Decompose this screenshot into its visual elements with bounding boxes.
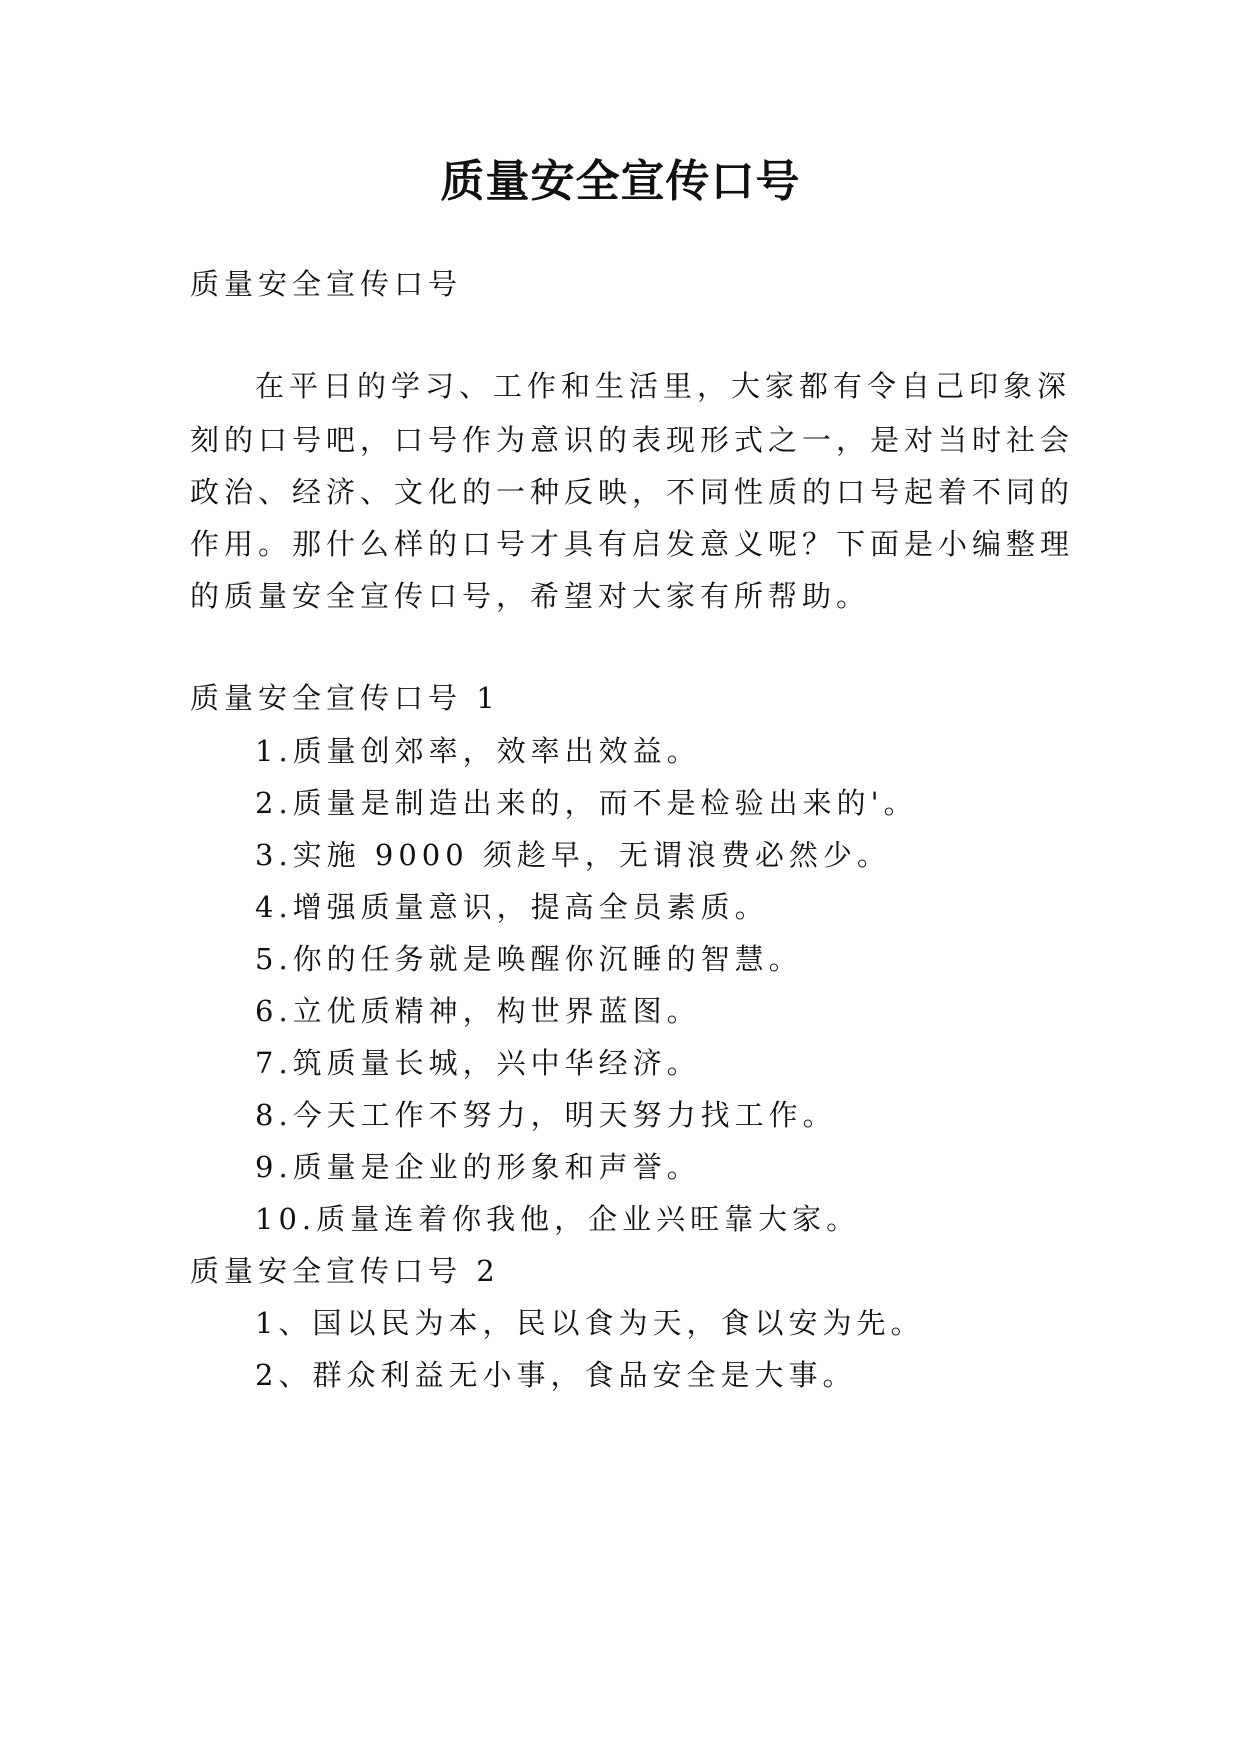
intro-line: 作用。那什么样的口号才具有启发意义呢？下面是小编整理	[190, 527, 1075, 561]
intro-line: 刻的口号吧，口号作为意识的表现形式之一，是对当时社会	[190, 423, 1075, 457]
list-item: 9.质量是企业的形象和声誉。	[255, 1150, 701, 1184]
intro-line: 在平日的学习、工作和生活里，大家都有令自己印象深	[255, 369, 1072, 403]
list-item: 10.质量连着你我他，企业兴旺靠大家。	[255, 1202, 861, 1236]
section-heading: 质量安全宣传口号 2	[190, 1254, 500, 1288]
list-item: 2、群众利益无小事，食品安全是大事。	[255, 1358, 857, 1392]
list-item: 1、国以民为本，民以食为天，食以安为先。	[255, 1306, 925, 1340]
list-item: 3.实施 9000 须趁早，无谓浪费必然少。	[255, 838, 891, 872]
document-subtitle: 质量安全宣传口号	[190, 267, 463, 301]
intro-line: 政治、经济、文化的一种反映，不同性质的口号起着不同的	[190, 475, 1075, 509]
list-item: 2.质量是制造出来的，而不是检验出来的'。	[255, 786, 918, 820]
list-item: 6.立优质精神，构世界蓝图。	[255, 994, 701, 1028]
section-heading: 质量安全宣传口号 1	[190, 681, 500, 715]
intro-line: 的质量安全宣传口号，希望对大家有所帮助。	[190, 579, 871, 613]
list-item: 1.质量创郊率，效率出效益。	[255, 734, 701, 768]
list-item: 7.筑质量长城，兴中华经济。	[255, 1046, 701, 1080]
list-item: 8.今天工作不努力，明天努力找工作。	[255, 1098, 837, 1132]
list-item: 5.你的任务就是唤醒你沉睡的智慧。	[255, 942, 803, 976]
document-title: 质量安全宣传口号	[440, 156, 801, 207]
list-item: 4.增强质量意识，提高全员素质。	[255, 890, 769, 924]
